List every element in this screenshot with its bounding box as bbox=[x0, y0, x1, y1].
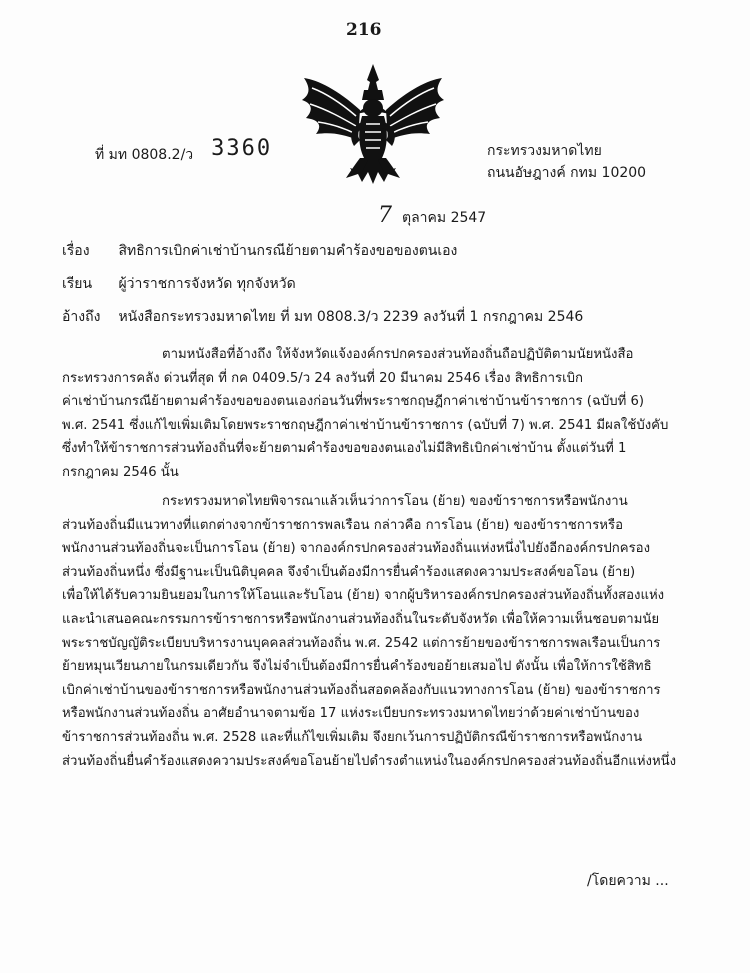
subject-line bbox=[62, 240, 457, 262]
subject-label: เรื่อง bbox=[62, 243, 90, 259]
subject-value: สิทธิการเบิกค่าเช่าบ้านกรณีย้ายตามคำร้องขอของตนเอง bbox=[118, 243, 458, 259]
reference-to-label: อ้างถึง bbox=[62, 309, 101, 325]
page-number: 216 bbox=[346, 20, 382, 40]
paragraph-1-line: ตามหนังสือที่อ้างถึง ให้จังหวัดแจ้งองค์กรปกครองส่วนท้องถิ่นถือปฏิบัติตามนัยหนังสือ bbox=[162, 347, 634, 362]
paragraph-2-line: หรือพนักงานส่วนท้องถิ่น อาศัยอำนาจตามข้อ 17 แห่งระเบียบกระทรวงมหาดไทยว่าด้วยค่าเช่าบ้านของ bbox=[62, 706, 640, 722]
paragraph-2-line: พนักงานส่วนท้องถิ่นจะเป็นการโอน (ย้าย) จากองค์กรปกครองส่วนท้องถิ่นแห่งหนึ่งไปยังอีกองค์กรปกครอง bbox=[62, 541, 651, 557]
reference-document-number: 3360 bbox=[211, 136, 273, 161]
paragraph-1-line: ค่าเช่าบ้านกรณีย้ายตามคำร้องขอของตนเองก่อนวันที่พระราชกฤษฎีกาค่าเช่าบ้านข้าราชการ (ฉบับที่ 6) bbox=[62, 394, 645, 410]
paragraph-2 bbox=[62, 490, 702, 773]
recipient-label: เรียน bbox=[62, 276, 93, 292]
reference-number bbox=[95, 136, 273, 166]
paragraph-1-line: กรกฎาคม 2546 นั้น bbox=[62, 464, 179, 480]
reference-to-value: หนังสือกระทรวงมหาดไทย ที่ มท 0808.3/ว 2239 ลงวันที่ 1 กรกฎาคม 2546 bbox=[118, 309, 584, 325]
date-day: 7 bbox=[378, 203, 392, 228]
document-date bbox=[378, 203, 486, 229]
paragraph-2-line: ข้าราชการส่วนท้องถิ่น พ.ศ. 2528 และที่แก้ไขเพิ่มเติม จึงยกเว้นการปฏิบัติกรณีข้าราชการหรือพนักงาน bbox=[62, 729, 643, 745]
paragraph-1-line: กระทรวงการคลัง ด่วนที่สุด ที่ กค 0409.5/ว 24 ลงวันที่ 20 มีนาคม 2546 เรื่อง สิทธิการเบิก bbox=[62, 370, 583, 386]
paragraph-2-line: กระทรวงมหาดไทยพิจารณาแล้วเห็นว่าการโอน (ย้าย) ของข้าราชการหรือพนักงาน bbox=[162, 494, 628, 509]
paragraph-2-line: เพื่อให้ได้รับความยินยอมในการให้โอนและรับโอน (ย้าย) จากผู้บริหารองค์กรปกครองส่วนท้องถิ่นทั้งสองแห่ง bbox=[62, 588, 665, 604]
paragraph-2-line: ส่วนท้องถิ่นยื่นคำร้องแสดงความประสงค์ขอโอนย้ายไปดำรงตำแหน่งในองค์กรปกครองส่วนท้องถิ่นอีกแห่งหนึ่ง bbox=[62, 753, 677, 769]
paragraph-2-line: พระราชบัญญัติระเบียบบริหารงานบุคคลส่วนท้องถิ่น พ.ศ. 2542 แต่การย้ายของข้าราชการพลเรือนเป็นการ bbox=[62, 635, 661, 651]
continuation-marker: /โดยความ ... bbox=[587, 873, 669, 889]
paragraph-2-line: ย้ายหมุนเวียนภายในกรมเดียวกัน จึงไม่จำเป็นต้องมีการยื่นคำร้องขอย้ายเสมอไป ดังนั้น เพื่อให้การใช้สิทธิ bbox=[62, 659, 652, 675]
paragraph-2-line: เบิกค่าเช่าบ้านของข้าราชการหรือพนักงานส่วนท้องถิ่นสอดคล้องกับแนวทางการโอน (ย้าย) ของข้าราชการ bbox=[62, 682, 661, 698]
sender-org-street: ถนนอัษฎางค์ กทม 10200 bbox=[487, 165, 647, 181]
sender-address bbox=[487, 140, 646, 184]
paragraph-1-line: พ.ศ. 2541 ซึ่งแก้ไขเพิ่มเติมโดยพระราชกฤษฎีกาค่าเช่าบ้านข้าราชการ (ฉบับที่ 7) พ.ศ. 2541 มีผลใช้บังคับ bbox=[62, 417, 669, 433]
recipient-value: ผู้ว่าราชการจังหวัด ทุกจังหวัด bbox=[118, 276, 296, 292]
garuda-emblem-icon bbox=[298, 60, 448, 190]
reference-line bbox=[62, 306, 583, 328]
date-month-year: ตุลาคม 2547 bbox=[402, 210, 487, 226]
sender-org-name: กระทรวงมหาดไทย bbox=[487, 143, 602, 159]
paragraph-2-line: ส่วนท้องถิ่นหนึ่ง ซึ่งมีฐานะเป็นนิติบุคคล จึงจำเป็นต้องมีการยื่นคำร้องแสดงความประสงค์ขอโอน (ย้าย) bbox=[62, 564, 636, 580]
paragraph-1-line: ซึ่งทำให้ข้าราชการส่วนท้องถิ่นที่จะย้ายตามคำร้องขอของตนเองไม่มีสิทธิเบิกค่าเช่าบ้าน ตั้งแต่วันที่ 1 bbox=[62, 441, 627, 457]
paragraph-2-line: ส่วนท้องถิ่นมีแนวทางที่แตกต่างจากข้าราชการพลเรือน กล่าวคือ การโอน (ย้าย) ของข้าราชการหรือ bbox=[62, 517, 623, 533]
paragraph-1 bbox=[62, 343, 702, 485]
paragraph-2-line: และนำเสนอคณะกรรมการข้าราชการหรือพนักงานส่วนท้องถิ่นในระดับจังหวัด เพื่อให้ความเห็นชอบตามนัย bbox=[62, 611, 660, 627]
recipient-line bbox=[62, 273, 296, 295]
reference-label: ที่ มท 0808.2/ว bbox=[95, 147, 194, 163]
